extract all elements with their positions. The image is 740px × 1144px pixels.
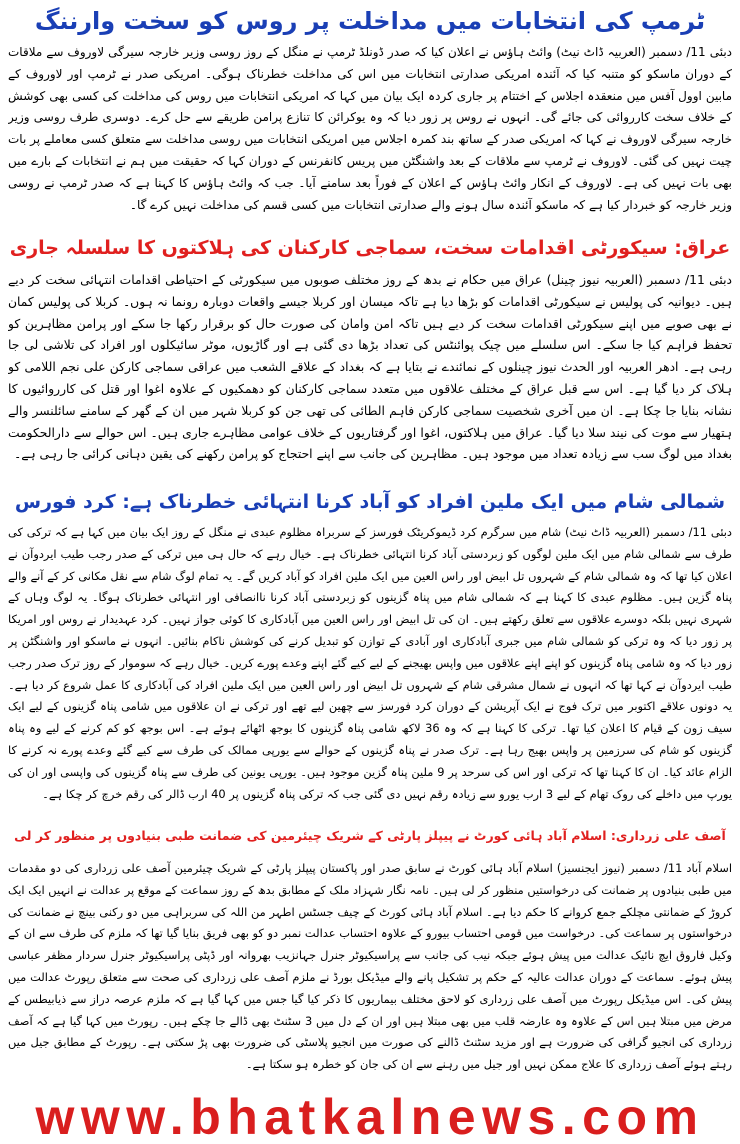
article-3-body: دبئی 11/ دسمبر (العربیہ ڈاٹ نیٹ) شام میں سرگرم کرد ڈیموکریٹک فورسز کے سربراہ مظلوم عبدی نے منگل کے روز ایک بیان میں کہا ہے کہ ترکی کی طرف سے شمالی شام میں ایک ملین لوگوں کو زبردستی آباد کرنا انتہائی خطرناک ہے۔ خیال رہے کہ حال ہی میں ترکی کے صدر رجب طیب ایردوآن نے اعلان کیا تھا کہ وہ شمالی شام کے شہروں تل ابیض اور راس العین میں ایک ملین افراد کو آباد کریں گے۔ یہ تمام لوگ شام سے نقل مکانی کر کے آنے والے پناہ گزین ہیں۔ مظلوم عبدی کا کہنا ہے کہ شمالی شام میں پناہ گزینوں کو زبردستی آباد کرنا ناانصافی اور انتہائی خطرناک ہوگا۔ یہ لوگ وہاں کے شہری نہیں بلکہ دوسرے علاقوں سے تعلق رکھتے ہیں۔ ان کی تل ابیض اور راس العین میں آبادکاری کا کوئی جواز نہیں۔ کرد عہدیدار نے روس اور امریکا پر زور دیا کہ وہ ترکی کو شمالی شام میں جبری آبادکاری اور آبادی کے توازن کو تبدیل کرنے کی کوشش ناکام بنائیں۔ انہوں نے ماسکو اور واشنگٹن پر زور دیا کہ وہ شامی پناہ گزینوں کو اپنے اپنے علاقوں میں واپس بھیجنے کے لیے کیے گئے اپنے وعدے پورے کریں۔ خیال رہے کہ سوموار کے روز ترک صدر رجب طیب ایردوآن نے کہا تھا کہ انہوں نے شمال مشرقی شام کے شہروں تل ابیض اور راس العین میں ایک ملین افراد کی آبادکاری کا عمل شروع کر دیا ہے۔ یہ دونوں علاقے اکتوبر میں ترک فوج نے ایک آپریشن کے دوران کرد فورسز سے چھین لیے تھے اور ترکی نے ان علاقوں میں شامی پناہ گزینوں کے لیے ایک سیف زون کے قیام کا اعلان کیا تھا۔ ترکی کا کہنا ہے کہ وہ 36 لاکھ شامی پناہ گزینوں کا بوجھ اٹھائے ہوئے ہے۔ اس بوجھ کو کم کرنے کے لیے وہ پناہ گزینوں کو شام کی سرزمین پر واپس بھیج رہا ہے۔ ترک صدر نے پناہ گزینوں کے حوالے سے یورپی ممالک کی طرف سے کیے گئے وعدے پورے نہ کرنے کا الزام عائد کیا۔ ان کا کہنا تھا کہ ترکی اور اس کی سرحد پر 9 ملین پناہ گزین موجود ہیں۔ یورپی یونین کی طرف سے پناہ گزینوں کی واپسی اور ان کی یورپ میں داخلے کی روک تھام کے لیے 3 ارب یورو سے زیادہ رقم نہیں دی گئی جب کہ ترکی پناہ گزینوں پر 40 ارب ڈالر کی رقم خرچ کر چکا ہے۔ [8, 525, 732, 801]
article-4-body: اسلام آباد 11/ دسمبر (نیوز ایجنسیز) اسلام آباد ہائی کورٹ نے سابق صدر اور پاکستان پیپلز پارٹی کے شریک چیئرمین آصف علی زرداری کی دو مقدمات میں طبی بنیادوں پر ضمانت کی درخواستیں منظور کر لی ہیں۔ نامہ نگار شہزاد ملک کے مطابق بدھ کے روز سماعت کے موقع پر عدالت نے انہیں ایک ایک کروڑ کے ضمانتی مچلکے جمع کروانے کا حکم دیا ہے۔ اسلام آباد ہائی کورٹ کے چیف جسٹس اطہر من اللہ کی سربراہی میں دو رکنی بینچ نے ضمانت کی درخواستوں پر سماعت کی۔ درخواست میں قومی احتساب بیورو کے علاوہ احتساب عدالت نمبر دو کو بھی فریق بنایا گیا تھا کہ ملزم کی طرف سے ان کے وکیل فاروق ایچ نائیک عدالت میں پیش ہوئے جبکہ نیب کی جانب سے پراسیکیوٹر جنرل جہانزیب بھروانہ اور ڈپٹی پراسیکیوٹر جنرل سردار مظفر عباسی پیش ہوئے۔ سماعت کے دوران عدالت عالیہ کے حکم پر تشکیل پانے والے میڈیکل بورڈ نے ملزم آصف علی زرداری کی صحت سے متعلق رپورٹ عدالت میں پیش کی۔ اس میڈیکل رپورٹ میں آصف علی زرداری کو لاحق مختلف بیماریوں کا ذکر کیا گیا جس میں کہا گیا ہے کہ ملزم عرصہ دراز سے ذیابیطس کے مرض میں مبتلا ہیں اس کے علاوہ وہ عارضہ قلب میں بھی مبتلا ہیں اور ان کے دل میں 3 سٹنٹ بھی ڈالے جا چکے ہیں۔ رپورٹ میں کہا گیا ہے کہ آصف زرداری کی انجیو گرافی کی ضرورت ہے اور مزید سٹنٹ ڈالنے کی صورت میں انجیو پلاسٹی کی ضرورت بھی پڑ سکتی ہے۔ رپورٹ کے مطابق جیل میں رہتے ہوئے آصف زرداری کا علاج ممکن نہیں اور جیل میں رہنے سے ان کی جان کو خطرہ ہو سکتا ہے۔ [8, 861, 732, 1072]
article-1-body: دبئی 11/ دسمبر (العربیہ ڈاٹ نیٹ) وائٹ ہاؤس نے اعلان کیا کہ صدر ڈونلڈ ٹرمپ نے منگل کے روز روسی وزیر خارجہ سیرگی لاوروف سے ملاقات کے دوران ماسکو کو متنبہ کیا کہ آئندہ امریکی صدارتی انتخابات میں اس کی مداخلت خطرناک ہوگی۔ امریکی صدر نے ٹرمپ اور لاوروف کے مابین اوول آفس میں منعقدہ اجلاس کے اختتام پر جاری کردہ ایک بیان میں کہا کہ امریکی انتخابات میں روس کی مداخلت کی کسی بھی کوشش کے خلاف سخت کارروائی کی جائے گی۔ انہوں نے روس پر زور دیا کہ وہ یوکرائن کا تنازع پرامن طریقے سے حل کرے۔ دوسری طرف روسی وزیر خارجہ سیرگی لاوروف نے کہا کہ امریکی صدر کے ساتھ بند کمرہ اجلاس میں امریکی انتخابات میں روسی مداخلت سے متعلق کسی معاملے پر بات چیت نہیں کی گئی۔ لاوروف نے ٹرمپ سے ملاقات کے بعد واشنگٹن میں پریس کانفرنس کے دوران کہا کہ حقیقت میں ہم نے انتخابات کے بارے میں بھی بات نہیں کی ہے۔ لاوروف کے انکار وائٹ ہاؤس کے اعلان کے فوراً بعد سامنے آیا۔ جب کہ وائٹ ہاؤس کا کہنا ہے کہ صدر ٹرمپ نے روسی وزیر خارجہ کو خبردار کیا ہے کہ ماسکو آئندہ سال ہونے والے صدارتی انتخابات میں کسی قسم کی مداخلت نہیں کرے گا۔ [8, 45, 732, 212]
article-3-headline: شمالی شام میں ایک ملین افراد کو آباد کرنا انتہائی خطرناک ہے: کرد فورس [14, 491, 726, 513]
article-2-headline: عراق: سیکورٹی اقدامات سخت، سماجی کارکنان کی ہلاکتوں کا سلسلہ جاری [9, 237, 731, 259]
article-2-body: دبئی 11/ دسمبر (العربیہ نیوز چینل) عراق میں حکام نے بدھ کے روز مختلف صوبوں میں سیکورٹی کے احتیاطی اقدامات انتہائی سخت کر دیے ہیں۔ دیوانیہ کی پولیس نے سیکورٹی اقدامات کو بڑھا دیا ہے تاکہ میسان اور کربلا جیسے واقعات دوبارہ رونما نہ ہوں۔ کربلا کی پولیس کمان نے بھی صوبے میں اپنے سیکورٹی اقدامات سخت کر دیے ہیں تاکہ امن وامان کی صورت حال کو برقرار رکھا جا سکے اور پرامن مظاہرین کو تحفظ فراہم کیا جا سکے۔ اس سلسلے میں چیک پوائنٹس کی تعداد بڑھا دی گئی ہے اور گاڑیوں، موٹر سائیکلوں اور افراد کی تلاشی لی جا رہی ہے۔ ادھر العربیہ اور الحدث نیوز چینلوں کے نمائندے نے بتایا ہے کہ بغداد کے علاقے الشعب میں عراقی سماجی کارکن علی نجم اللامی کو ہلاک کر دیا گیا ہے۔ اس سے قبل عراق کے مختلف علاقوں میں متعدد سماجی کارکنان کو دھمکیوں کے علاوہ اغوا اور قتل کی کارروائیوں کا نشانہ بنایا جا چکا ہے۔ ان میں آخری شخصیت سماجی کارکن فاہم الطائی کی تھی جن کو کربلا شہر میں ان کے گھر کے سامنے سائلنسر والے ہتھیار سے موت کی نیند سلا دیا گیا۔ عراق میں ہلاکتوں، اغوا اور گرفتاریوں کے خلاف عوامی مظاہرے جاری ہیں۔ اس حوالے سے دارالحکومت بغداد میں لوگ سب سے زیادہ تعداد میں موجود ہیں۔ مظاہرین کی جانب سے اپنے احتجاج کو پرامن رکھنے کی یقین دہانی کرائی جا رہی ہے۔ [8, 273, 732, 462]
article-1-headline: ٹرمپ کی انتخابات میں مداخلت پر روس کو سخت وارننگ [34, 7, 706, 35]
website-footer: www.bhatkalnews.com [35, 1090, 705, 1144]
article-4-headline: آصف علی زرداری: اسلام آباد ہائی کورٹ نے پیپلز پارٹی کے شریک چیئرمین کی ضمانت طبی بنیادوں پر منظور کر لی [14, 828, 726, 843]
